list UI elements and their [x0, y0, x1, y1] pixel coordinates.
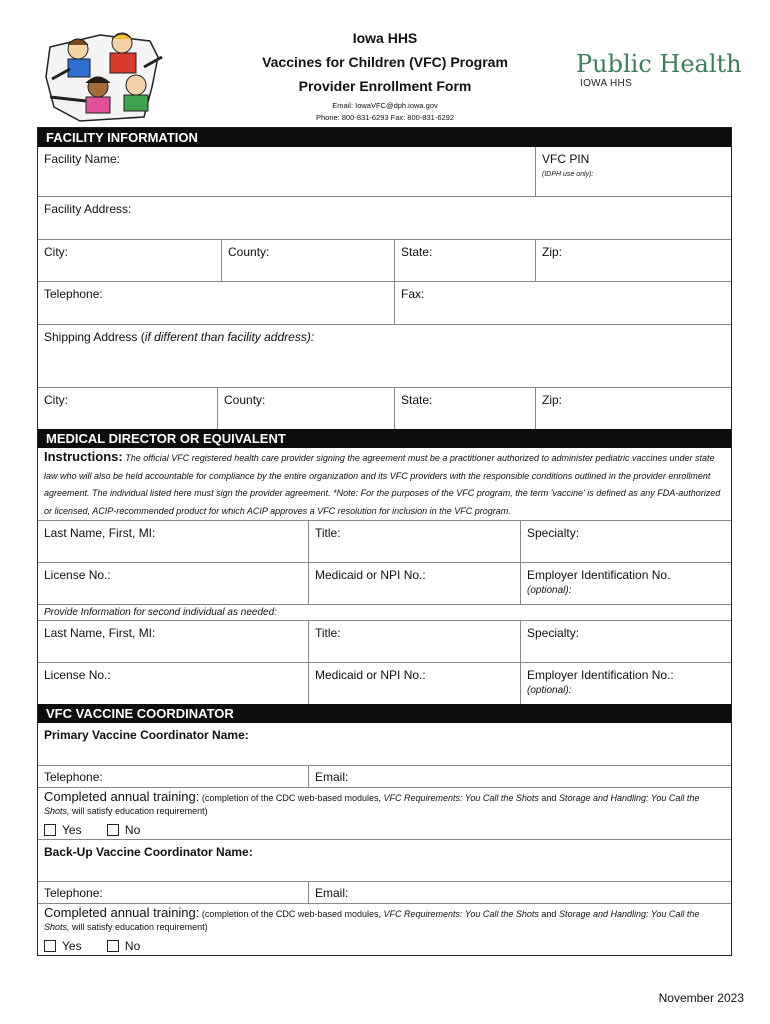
training-text-c: will satisfy education requirement)	[69, 806, 208, 816]
title-field-2[interactable]	[308, 621, 520, 662]
facility-address-label: Facility Address:	[44, 202, 132, 216]
second-name-row	[38, 620, 731, 662]
training-text-a: (completion of the CDC web-based modules,	[199, 793, 384, 803]
medical-instructions	[38, 448, 731, 520]
state-label: State:	[401, 245, 433, 259]
backup-telephone-field[interactable]	[38, 882, 308, 903]
zip-field[interactable]	[535, 240, 731, 281]
yes-label: Yes	[62, 823, 82, 837]
email-label: Email:	[315, 886, 349, 900]
yes-checkbox[interactable]	[44, 940, 56, 952]
no-checkbox[interactable]	[107, 824, 119, 836]
ein-label: Employer Identification No.	[527, 568, 671, 582]
facility-name-field[interactable]	[38, 147, 535, 196]
contact-email: Email: IowaVFC@dph.iowa.gov	[332, 101, 438, 110]
primary-contact-row	[38, 765, 731, 787]
specialty-field-2[interactable]	[520, 621, 731, 662]
specialty-label: Specialty:	[527, 526, 580, 540]
contact-info	[0, 100, 770, 124]
title-line-1: Iowa HHS	[352, 30, 418, 46]
telephone-field[interactable]	[38, 282, 394, 324]
medicaid-npi-field[interactable]	[308, 563, 520, 604]
medicaid-npi-label: Medicaid or NPI No.:	[315, 568, 426, 582]
specialty-field[interactable]	[520, 521, 731, 562]
telephone-label: Telephone:	[44, 287, 103, 301]
fax-label: Fax:	[401, 287, 425, 301]
training-module-1: VFC Requirements: You Call the Shots	[383, 793, 539, 803]
title-label: Title:	[315, 626, 341, 640]
facility-address-field[interactable]	[38, 197, 731, 239]
enrollment-form	[37, 127, 732, 956]
second-individual-row	[38, 604, 731, 620]
email-label: Email:	[315, 770, 349, 784]
specialty-label: Specialty:	[527, 626, 580, 640]
brand-main: Public Health	[576, 50, 742, 78]
director-license-row	[38, 562, 731, 604]
last-name-label: Last Name, First, MI:	[44, 526, 156, 540]
training-text-c: will satisfy education requirement)	[69, 922, 208, 932]
section-coordinator-heading: VFC VACCINE COORDINATOR	[38, 704, 731, 723]
brand-sub: IOWA HHS	[580, 78, 633, 89]
shipping-address-note: if different than facility address):	[144, 330, 315, 344]
ein-field[interactable]	[520, 563, 731, 604]
primary-coordinator-row	[38, 723, 731, 765]
facility-address-row	[38, 196, 731, 239]
idph-use-note: (IDPH use only):	[542, 171, 594, 178]
primary-email-field[interactable]	[308, 766, 731, 787]
optional-note: (optional):	[527, 685, 572, 696]
zip-label: Zip:	[542, 245, 563, 259]
license-field-2[interactable]	[38, 663, 308, 704]
second-license-row	[38, 662, 731, 704]
training-label: Completed annual training:	[44, 905, 200, 920]
contact-phone: Phone: 800-831-6293 Fax: 800-831-6292	[315, 113, 455, 122]
backup-coordinator-label: Back-Up Vaccine Coordinator Name:	[44, 845, 253, 859]
last-name-field-2[interactable]	[38, 621, 308, 662]
county-label: County:	[224, 393, 266, 407]
ein-label: Employer Identification No.:	[527, 668, 674, 682]
city-label: City:	[44, 245, 68, 259]
optional-note: (optional):	[527, 585, 572, 596]
backup-training-row	[38, 903, 731, 955]
no-label: No	[124, 939, 141, 953]
telephone-label: Telephone:	[44, 770, 103, 784]
yes-checkbox[interactable]	[44, 824, 56, 836]
shipping-county-field[interactable]	[217, 388, 394, 429]
shipping-zip-field[interactable]	[535, 388, 731, 429]
yes-label: Yes	[62, 939, 82, 953]
training-text	[38, 788, 731, 820]
primary-coordinator-label: Primary Vaccine Coordinator Name:	[44, 728, 249, 742]
title-field[interactable]	[308, 521, 520, 562]
backup-coordinator-field[interactable]	[38, 840, 731, 881]
zip-label: Zip:	[542, 393, 563, 407]
training-text-b: and	[538, 909, 559, 919]
primary-training-row	[38, 787, 731, 839]
vfc-pin-field[interactable]	[535, 147, 731, 196]
city-label: City:	[44, 393, 68, 407]
director-name-row	[38, 520, 731, 562]
telephone-fax-row	[38, 281, 731, 324]
training-module-2: Storage and Handling: You Call the Shots,	[44, 909, 700, 932]
county-label: County:	[228, 245, 270, 259]
public-health-logo	[576, 50, 742, 89]
license-label: License No.:	[44, 568, 111, 582]
shipping-address-row	[38, 324, 731, 387]
medicaid-npi-label: Medicaid or NPI No.:	[315, 668, 426, 682]
backup-coordinator-row	[38, 839, 731, 881]
facility-city-row	[38, 239, 731, 281]
training-options	[38, 820, 731, 839]
training-module-1: VFC Requirements: You Call the Shots	[383, 909, 539, 919]
section-medical-heading: MEDICAL DIRECTOR OR EQUIVALENT	[38, 429, 731, 448]
license-label: License No.:	[44, 668, 111, 682]
title-line-2: Vaccines for Children (VFC) Program	[262, 54, 508, 70]
title-label: Title:	[315, 526, 341, 540]
city-field[interactable]	[38, 240, 221, 281]
fax-field[interactable]	[394, 282, 731, 324]
instructions-label: Instructions:	[44, 449, 123, 464]
last-name-label: Last Name, First, MI:	[44, 626, 156, 640]
shipping-address-field[interactable]	[38, 325, 731, 387]
backup-email-field[interactable]	[308, 882, 731, 903]
medicaid-npi-field-2[interactable]	[308, 663, 520, 704]
facility-name-row	[38, 147, 731, 196]
shipping-address-label: Shipping Address (	[44, 330, 145, 344]
footer-date: November 2023	[658, 991, 744, 1005]
facility-name-label: Facility Name:	[44, 152, 121, 166]
shipping-city-field[interactable]	[38, 388, 217, 429]
section-facility-heading: FACILITY INFORMATION	[38, 128, 731, 147]
last-name-field[interactable]	[38, 521, 308, 562]
county-field[interactable]	[221, 240, 394, 281]
training-module-2: Storage and Handling: You Call the Shots,	[44, 793, 700, 816]
second-individual-note: Provide Information for second individual as needed:	[44, 607, 277, 618]
training-text-a: (completion of the CDC web-based modules,	[199, 909, 384, 919]
training-options	[38, 936, 731, 955]
telephone-label: Telephone:	[44, 886, 103, 900]
state-field[interactable]	[394, 240, 535, 281]
training-text-b: and	[538, 793, 559, 803]
shipping-city-row	[38, 387, 731, 429]
license-field[interactable]	[38, 563, 308, 604]
primary-telephone-field[interactable]	[38, 766, 308, 787]
no-label: No	[124, 823, 141, 837]
backup-contact-row	[38, 881, 731, 903]
primary-coordinator-field[interactable]	[38, 723, 731, 765]
vfc-pin-label: VFC PIN	[542, 152, 590, 166]
training-label: Completed annual training:	[44, 789, 200, 804]
instructions-text: The official VFC registered health care provider signing the agreement must be a practitioner authorized to administer pediatric vaccines under state law who will also be held accountable for compliance by the entire organization and its VFC providers with the responsible conditions outlined in the provider enrollment agreement. The individual listed here must sign the provider agreement. *Note: For the purposes of the VFC program, the term 'vaccine' is defined as any FDA-authorized or licensed, ACIP-recommended product for which ACIP approves a VFC resolution for inclusion in the VFC program.	[44, 453, 721, 516]
title-line-3: Provider Enrollment Form	[298, 78, 472, 94]
state-label: State:	[401, 393, 433, 407]
ein-field-2[interactable]	[520, 663, 731, 704]
no-checkbox[interactable]	[107, 940, 119, 952]
shipping-state-field[interactable]	[394, 388, 535, 429]
training-text	[38, 904, 731, 936]
